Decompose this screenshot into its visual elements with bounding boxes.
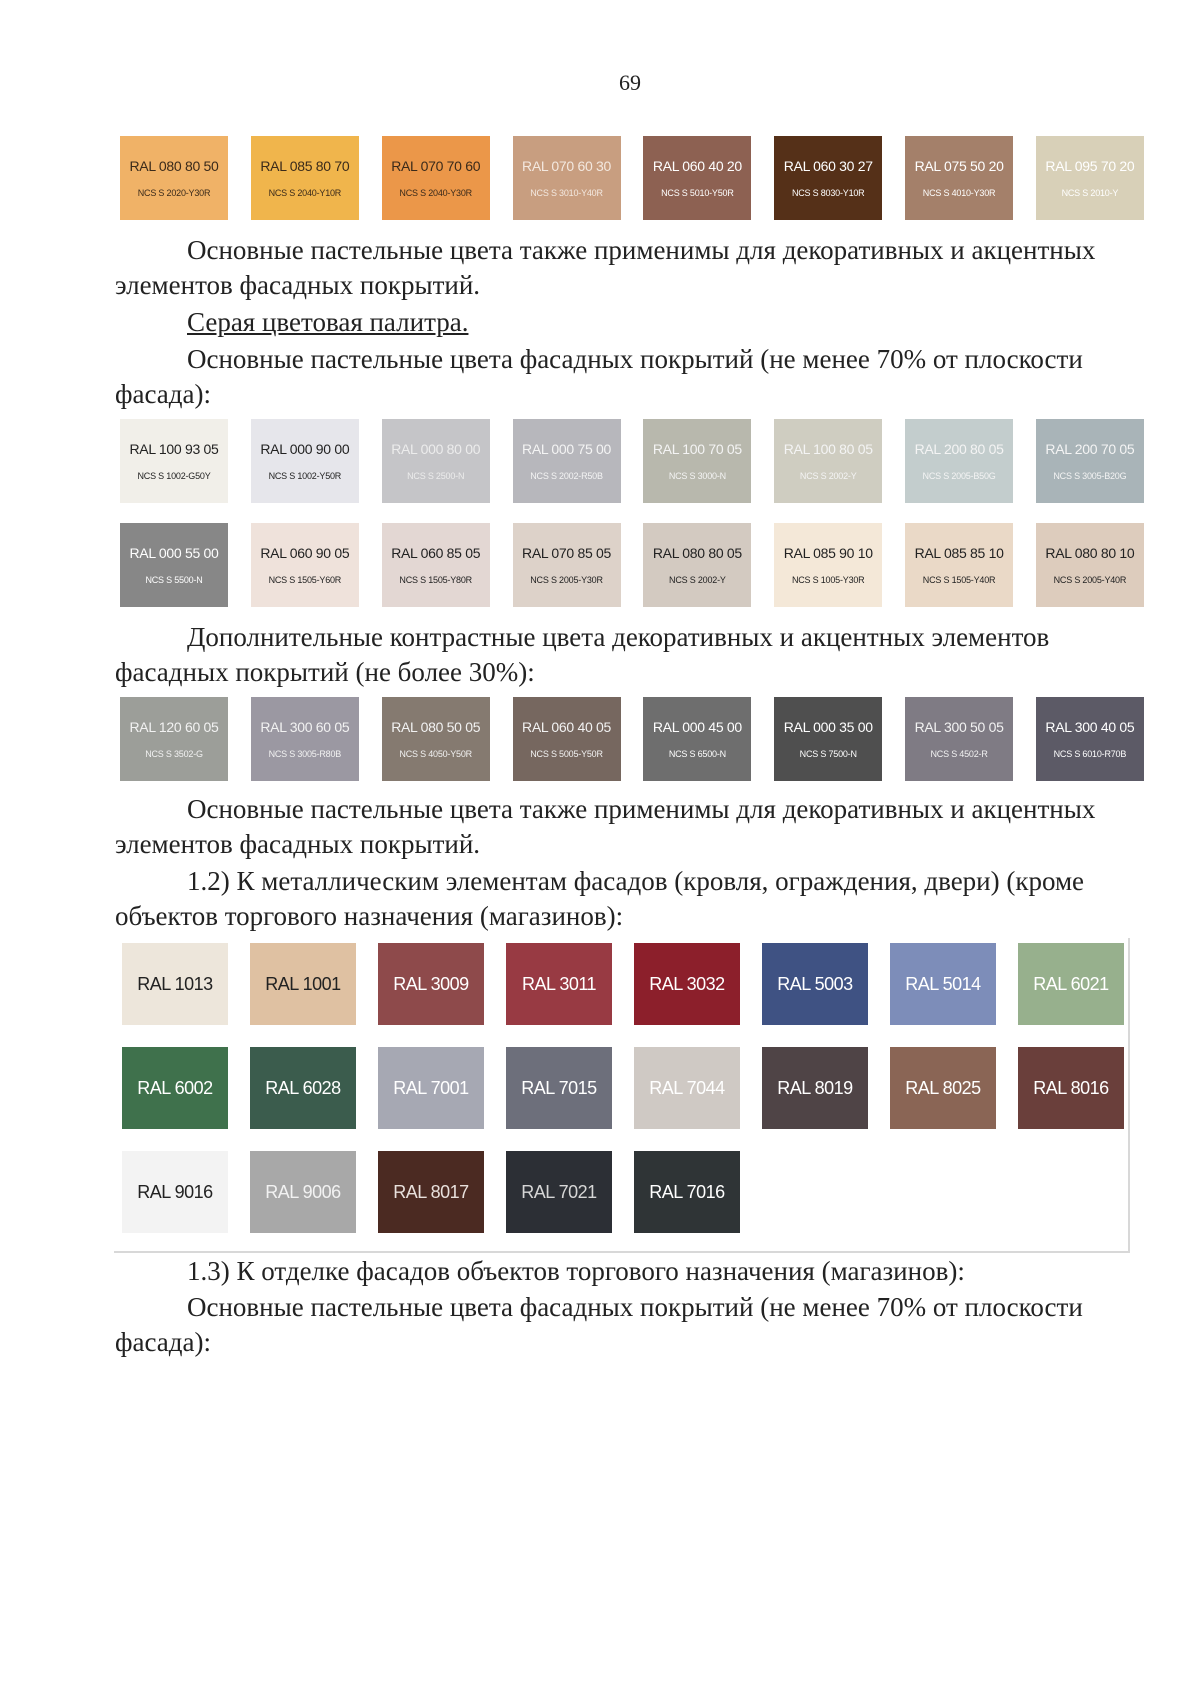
metal-color-swatch: RAL 6021 <box>1018 943 1124 1025</box>
color-swatch <box>905 697 1013 781</box>
metal-color-swatch: RAL 8019 <box>762 1047 868 1129</box>
color-swatch <box>382 697 490 781</box>
swatch-ral-code: RAL 100 70 05 <box>652 441 742 457</box>
swatch-ncs-code: NCS S 2002-Y <box>799 471 857 481</box>
swatch-ncs-code: NCS S 1505-Y60R <box>268 575 342 585</box>
metal-color-swatch: RAL 6028 <box>250 1047 356 1129</box>
metal-color-swatch: RAL 7015 <box>506 1047 612 1129</box>
color-swatch <box>643 697 751 781</box>
swatch-ral-code: RAL 070 60 30 <box>522 158 612 174</box>
swatch-ncs-code: NCS S 2040-Y30R <box>399 188 472 198</box>
swatch-ral-code: RAL 300 50 05 <box>914 719 1004 735</box>
color-swatch <box>774 136 882 220</box>
swatch-ncs-code: NCS S 4502-R <box>930 749 988 759</box>
paragraph-contrast: Дополнительные контрастные цвета декоративных и акцентных элементов фасадных покрытий (не более 30%): <box>115 622 1050 687</box>
swatch-ral-code: RAL 000 45 00 <box>652 719 742 735</box>
swatch-ral-code: RAL 300 60 05 <box>260 719 350 735</box>
metal-color-swatch: RAL 1013 <box>122 943 228 1025</box>
swatch-ral-code: RAL 080 50 05 <box>391 719 481 735</box>
swatch-ral-code: RAL 080 80 50 <box>129 158 219 174</box>
swatch-ral-code: RAL 100 93 05 <box>129 441 219 457</box>
color-swatch <box>251 523 359 607</box>
swatch-ral-code: RAL 075 50 20 <box>914 158 1004 174</box>
swatch-ncs-code: NCS S 1505-Y40R <box>922 575 996 585</box>
swatch-ral-code: RAL 080 80 10 <box>1045 545 1135 561</box>
swatch-ncs-code: NCS S 5005-Y50R <box>530 749 603 759</box>
swatch-ncs-code: NCS S 2040-Y10R <box>268 188 342 198</box>
color-swatch <box>513 523 621 607</box>
swatch-ncs-code: NCS S 2005-Y30R <box>530 575 603 585</box>
swatch-ncs-code: NCS S 4050-Y50R <box>399 749 472 759</box>
color-swatch <box>251 136 359 220</box>
grey-palette-heading <box>115 305 1145 340</box>
color-swatch <box>905 136 1013 220</box>
metal-color-swatch: RAL 9016 <box>122 1151 228 1233</box>
swatch-ral-code: RAL 070 85 05 <box>522 545 612 561</box>
paragraph-pastel-main-2: Основные пастельные цвета фасадных покрытий (не менее 70% от плоскости фасада): <box>115 1292 1083 1357</box>
swatch-ncs-code: NCS S 4010-Y30R <box>922 188 996 198</box>
swatch-ral-code: RAL 085 90 10 <box>783 545 873 561</box>
swatch-ncs-code: NCS S 1002-G50Y <box>137 471 211 481</box>
paragraph-retail: 1.3) К отделке фасадов объектов торгового назначения (магазинов): <box>187 1256 965 1286</box>
swatch-ral-code: RAL 000 35 00 <box>783 719 873 735</box>
paragraph-metal-elements: 1.2) К металлическим элементам фасадов (кровля, ограждения, двери) (кроме объектов торгового назначения (магазинов): <box>115 866 1085 931</box>
grey-palette-heading-text: Серая цветовая палитра. <box>187 307 469 337</box>
metal-color-swatch: RAL 5003 <box>762 943 868 1025</box>
swatch-ncs-code: NCS S 7500-N <box>799 749 857 759</box>
swatch-ncs-code: NCS S 1005-Y30R <box>791 575 865 585</box>
metal-color-swatch: RAL 7001 <box>378 1047 484 1129</box>
swatch-ral-code: RAL 200 80 05 <box>914 441 1004 457</box>
color-swatch <box>1036 697 1144 781</box>
swatch-ncs-code: NCS S 2020-Y30R <box>137 188 211 198</box>
metal-palette-panel <box>114 938 1130 1253</box>
metal-color-swatch: RAL 7044 <box>634 1047 740 1129</box>
metal-color-swatch: RAL 7021 <box>506 1151 612 1233</box>
color-swatch <box>643 136 751 220</box>
swatch-ncs-code: NCS S 2500-N <box>407 471 465 481</box>
swatch-ncs-code: NCS S 2005-Y40R <box>1053 575 1127 585</box>
swatch-ncs-code: NCS S 2002-R50B <box>530 471 603 481</box>
color-swatch <box>382 419 490 503</box>
color-swatch <box>382 523 490 607</box>
color-swatch <box>251 697 359 781</box>
color-swatch <box>120 697 228 781</box>
swatch-ral-code: RAL 300 40 05 <box>1045 719 1135 735</box>
swatch-ral-code: RAL 080 80 05 <box>652 545 742 561</box>
color-swatch <box>905 419 1013 503</box>
grey-palette-row-2 <box>120 523 1144 607</box>
swatch-ncs-code: NCS S 5500-N <box>145 575 203 585</box>
swatch-ral-code: RAL 060 40 05 <box>522 719 612 735</box>
swatch-ncs-code: NCS S 3005-B20G <box>1053 471 1127 481</box>
swatch-ral-code: RAL 060 85 05 <box>391 545 481 561</box>
swatch-ral-code: RAL 070 70 60 <box>391 158 481 174</box>
paragraph-pastel-usage: Основные пастельные цвета также применимы для декоративных и акцентных элементов фасадных покрытий. <box>115 235 1096 300</box>
swatch-ncs-code: NCS S 5010-Y50R <box>661 188 734 198</box>
swatch-ncs-code: NCS S 3010-Y40R <box>530 188 603 198</box>
swatch-ncs-code: NCS S 6500-N <box>668 749 726 759</box>
swatch-ncs-code: NCS S 8030-Y10R <box>791 188 865 198</box>
color-swatch <box>120 419 228 503</box>
color-swatch <box>905 523 1013 607</box>
color-swatch <box>120 136 228 220</box>
grey-palette-row-1 <box>120 419 1144 503</box>
metal-color-swatch: RAL 8016 <box>1018 1047 1124 1129</box>
color-swatch <box>774 697 882 781</box>
color-swatch <box>1036 136 1144 220</box>
swatch-ral-code: RAL 085 85 10 <box>914 545 1004 561</box>
swatch-ral-code: RAL 060 90 05 <box>260 545 350 561</box>
metal-color-swatch: RAL 7016 <box>634 1151 740 1233</box>
metal-palette <box>122 943 1124 1233</box>
swatch-ncs-code: NCS S 1505-Y80R <box>399 575 472 585</box>
swatch-ral-code: RAL 200 70 05 <box>1045 441 1135 457</box>
metal-color-swatch: RAL 8017 <box>378 1151 484 1233</box>
color-swatch <box>1036 419 1144 503</box>
color-swatch <box>774 523 882 607</box>
page-number: 69 <box>619 70 641 95</box>
color-swatch <box>382 136 490 220</box>
color-swatch <box>513 419 621 503</box>
color-swatch <box>513 136 621 220</box>
swatch-ral-code: RAL 000 55 00 <box>129 545 219 561</box>
swatch-ral-code: RAL 120 60 05 <box>129 719 219 735</box>
swatch-ncs-code: NCS S 3502-G <box>145 749 203 759</box>
metal-color-swatch: RAL 3009 <box>378 943 484 1025</box>
swatch-ral-code: RAL 085 80 70 <box>260 158 350 174</box>
swatch-ral-code: RAL 060 30 27 <box>783 158 873 174</box>
contrast-palette <box>120 697 1144 781</box>
swatch-ncs-code: NCS S 1002-Y50R <box>268 471 342 481</box>
swatch-ncs-code: NCS S 3000-N <box>668 471 726 481</box>
paragraph-pastel-main: Основные пастельные цвета фасадных покрытий (не менее 70% от плоскости фасада): <box>115 344 1083 409</box>
swatch-ncs-code: NCS S 6010-R70B <box>1053 749 1127 759</box>
color-swatch <box>513 697 621 781</box>
metal-color-swatch: RAL 6002 <box>122 1047 228 1129</box>
metal-color-swatch: RAL 9006 <box>250 1151 356 1233</box>
metal-color-swatch: RAL 1001 <box>250 943 356 1025</box>
swatch-ral-code: RAL 095 70 20 <box>1045 158 1135 174</box>
swatch-ral-code: RAL 060 40 20 <box>652 158 742 174</box>
color-swatch <box>774 419 882 503</box>
swatch-ral-code: RAL 100 80 05 <box>783 441 873 457</box>
warm-palette <box>120 136 1144 220</box>
color-swatch <box>643 419 751 503</box>
color-swatch <box>120 523 228 607</box>
color-swatch <box>643 523 751 607</box>
color-swatch <box>251 419 359 503</box>
metal-color-swatch: RAL 3011 <box>506 943 612 1025</box>
swatch-ral-code: RAL 000 90 00 <box>260 441 350 457</box>
metal-color-swatch: RAL 8025 <box>890 1047 996 1129</box>
metal-color-swatch: RAL 3032 <box>634 943 740 1025</box>
paragraph-pastel-usage-2: Основные пастельные цвета также применимы для декоративных и акцентных элементов фасадных покрытий. <box>115 794 1096 859</box>
swatch-ncs-code: NCS S 2005-B50G <box>922 471 996 481</box>
swatch-ral-code: RAL 000 75 00 <box>522 441 612 457</box>
color-swatch <box>1036 523 1144 607</box>
metal-color-swatch: RAL 5014 <box>890 943 996 1025</box>
swatch-ncs-code: NCS S 2010-Y <box>1061 188 1119 198</box>
swatch-ncs-code: NCS S 3005-R80B <box>268 749 342 759</box>
swatch-ncs-code: NCS S 2002-Y <box>669 575 726 585</box>
swatch-ral-code: RAL 000 80 00 <box>391 441 481 457</box>
